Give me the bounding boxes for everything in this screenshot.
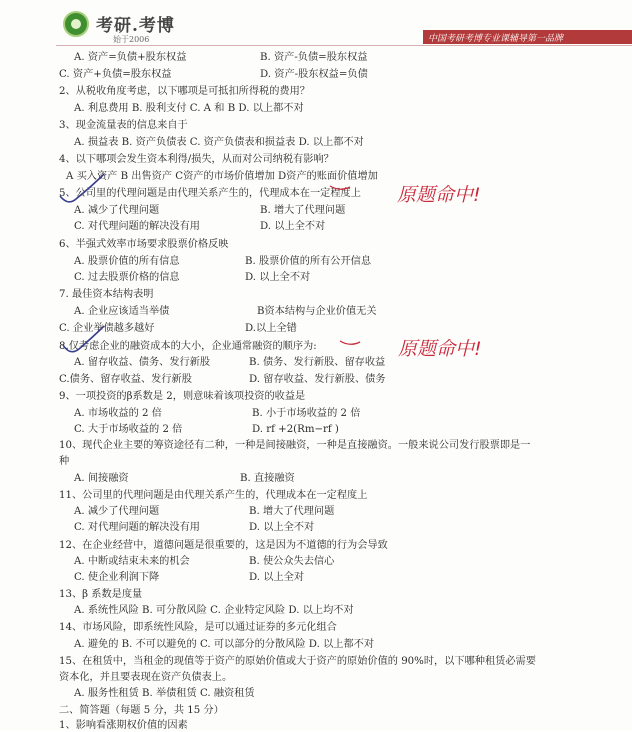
text-line: D. 以上全对: [249, 572, 305, 583]
text-line: A. 服务性租赁 B. 举债租赁 C. 融资租赁: [74, 688, 255, 699]
text-line: A. 损益表 B. 资产负债表 C. 资产负债表和损益表 D. 以上都不对: [74, 137, 364, 148]
text-line: A. 市场收益的 2 倍: [74, 408, 162, 419]
red-tick-stroke: [340, 341, 360, 344]
text-line: D. 以上全不对: [245, 272, 311, 283]
text-line: B. 小于市场收益的 2 倍: [252, 408, 361, 419]
text-line: 4、以下哪项会发生资本利得/损失，从而对公司纳税有影响？: [59, 154, 334, 165]
text-line: 5、公司里的代理问题是由代理关系产生的，代理成本在一定程度上: [59, 188, 361, 199]
text-line: B. 债务、发行新股、留存收益: [249, 357, 386, 368]
text-line: D. 以上全不对: [249, 522, 315, 533]
text-line: B. 使公众失去信心: [249, 556, 335, 567]
text-line: A. 系统性风险 B. 可分散风险 C. 企业特定风险 D. 以上均不对: [74, 605, 354, 616]
text-line: C. 大于市场收益的 2 倍: [74, 424, 183, 435]
text-line: B资本结构与企业价值无关: [257, 306, 377, 317]
text-line: A. 避免的 B. 不可以避免的 C. 可以部分的分散风险 D. 以上都不对: [74, 639, 375, 650]
text-line: 种: [59, 456, 70, 467]
text-line: B. 直接融资: [240, 473, 295, 484]
text-line: A. 中断或结束未来的机会: [74, 556, 190, 567]
text-line: B. 增大了代理问题: [249, 506, 335, 517]
handwritten-annotation: 原题命中!: [397, 184, 481, 206]
text-line: 8.仅考虑企业的融资成本的大小，企业通常融资的顺序为:: [59, 341, 317, 352]
text-line: D. 资产-股东权益=负债: [260, 69, 368, 80]
text-line: B. 股票价值的所有公开信息: [245, 256, 372, 267]
red-tick-stroke: [330, 186, 350, 189]
text-line: A. 资产=负债+股东权益: [74, 52, 187, 63]
text-line: C. 使企业利润下降: [74, 572, 160, 583]
text-line: 7. 最佳资本结构表明: [59, 289, 154, 300]
text-line: A. 减少了代理问题: [74, 205, 160, 216]
text-line: 1、影响看涨期权价值的因素: [59, 720, 188, 731]
text-line: A. 企业应该适当举债: [74, 306, 170, 317]
text-line: A 买入资产 B 出售资产 C资产的市场价值增加 D资产的账面价值增加: [66, 171, 378, 182]
text-line: A. 留存收益、债务、发行新股: [74, 357, 211, 368]
text-line: C. 过去股票价格的信息: [74, 272, 180, 283]
text-line: C. 对代理问题的解决没有用: [74, 522, 200, 533]
text-line: 10、现代企业主要的筹资途径有二种，一种是间接融资，一种是直接融资。一般来说公司发行股票即是一: [59, 440, 531, 451]
text-line: 14、市场风险，即系统性风险，是可以通过证券的多元化组合: [59, 622, 337, 633]
text-line: D. 以上全不对: [260, 221, 326, 232]
slogan-text: 中国考研考博专业课辅导第一品牌: [428, 34, 564, 44]
text-line: C. 对代理问题的解决没有用: [74, 221, 200, 232]
text-line: D. 留存收益、发行新股、债务: [249, 374, 386, 385]
brand-subtitle: 始于2006: [113, 35, 150, 44]
text-line: 11、公司里的代理问题是由代理关系产生的，代理成本在一定程度上: [59, 490, 368, 501]
text-line: 15、在租赁中，当租金的现值等于资产的原始价值或大于资产的原始价值的 90%时，以下哪种租赁必需要: [59, 656, 536, 667]
text-line: D.以上全错: [245, 323, 297, 334]
text-line: B. 资产-负债=股东权益: [260, 52, 368, 63]
text-line: 资本化，并且要表现在资产负债表上。: [59, 672, 233, 683]
text-line: D. rf +2(Rm−rf ): [252, 424, 339, 435]
text-line: B. 增大了代理问题: [260, 205, 346, 216]
text-line: 6、半强式效率市场要求股票价格反映: [59, 239, 229, 250]
text-line: C.债务、留存收益、发行新股: [59, 374, 192, 385]
text-line: A. 间接融资: [74, 473, 129, 484]
text-line: 12、在企业经营中，道德问题是很重要的，这是因为不道德的行为会导致: [59, 540, 388, 551]
checkmark-icon: [63, 326, 104, 352]
text-line: 9、一项投资的β系数是 2，则意味着该项投资的收益是: [59, 391, 306, 402]
handwritten-annotation: 原题命中!: [398, 338, 482, 360]
text-line: 2、从税收角度考虑，以下哪项是可抵扣所得税的费用？: [59, 86, 310, 97]
text-line: A. 减少了代理问题: [74, 506, 160, 517]
text-line: 二、简答题（每题 5 分，共 15 分）: [59, 705, 224, 716]
checkmark-icon: [60, 174, 104, 202]
brand-title: 考研.考博: [96, 16, 175, 36]
text-line: C. 企业举债越多越好: [59, 323, 155, 334]
text-line: 3、现金流量表的信息来自于: [59, 120, 188, 131]
text-line: A. 股票价值的所有信息: [74, 256, 180, 267]
text-line: 13、β 系数是度量: [59, 589, 143, 600]
text-line: A. 利息费用 B. 股利支付 C. A 和 B D. 以上都不对: [74, 103, 304, 114]
text-line: C. 资产+负债=股东权益: [59, 69, 172, 80]
